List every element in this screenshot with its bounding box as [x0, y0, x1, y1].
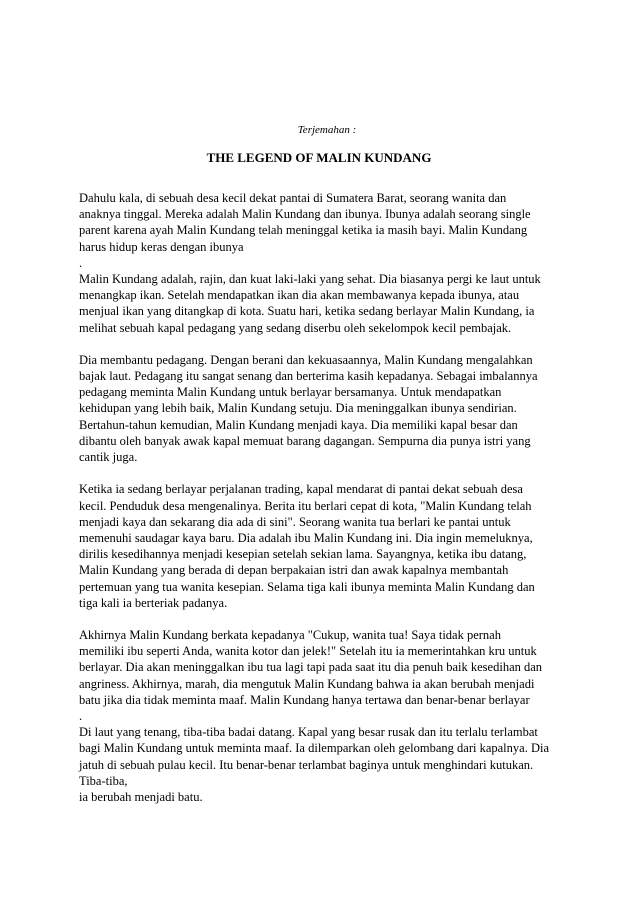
text-line: melihat sebuah kapal pedagang yang sedang diserbu oleh sekelompok kecil pembajak.: [79, 320, 512, 335]
text-line: bagi Malin Kundang untuk meminta maaf. Ia dilemparkan oleh gelombang dari kapalnya. Dia: [79, 741, 549, 756]
text-line: memiliki ibu seperti Anda, wanita kotor dan jelek!" Setelah itu ia memerintahkan kru untuk: [79, 644, 537, 659]
paragraph: [79, 481, 569, 611]
text-line: cantik juga.: [79, 450, 138, 464]
text-line: menangkap ikan. Setelah mendapatkan ikan dia akan membawanya kepada ibunya, atau: [79, 288, 520, 303]
text-line: parent karena ayah Malin Kundang telah meninggal ketika ia masih bayi. Malin Kundang: [79, 223, 528, 238]
text-line: dirilis kesedihannya menjadi kesepian setelah sekian lama. Sayangnya, ketika ibu datang,: [79, 547, 527, 562]
text-line: berlayar. Dia akan meninggalkan ibu tua lagi tapi pada saat itu dia penuh baik kesedihan dan: [79, 660, 543, 675]
text-line: .: [79, 709, 83, 723]
text-line: Bertahun-tahun kemudian, Malin Kundang menjadi kaya. Dia memiliki kapal besar dan: [79, 417, 518, 432]
text-line: Tiba-tiba,: [79, 773, 128, 788]
text-line: kehidupan yang lebih baik, Malin Kundang setuju. Dia meninggalkan ibunya sendirian.: [79, 401, 517, 416]
paragraph-gap: [79, 465, 569, 481]
text-line: tiga kali ia berteriak padanya.: [79, 595, 228, 610]
paragraph-gap: [79, 611, 569, 627]
text-line: Akhirnya Malin Kundang berkata kepadanya "Cukup, wanita tua! Saya tidak pernah: [79, 628, 501, 643]
text-line: ia berubah menjadi batu.: [79, 789, 203, 804]
text-line: menjual ikan yang ditangkap di kota. Suatu hari, ketika sedang berlayar Malin Kundang, ia: [79, 304, 535, 319]
document-title: THE LEGEND OF MALIN KUNDANG: [206, 150, 432, 165]
text-line: Ketika ia sedang berlayar perjalanan trading, kapal mendarat di pantai dekat sebuah desa: [79, 482, 523, 497]
text-line: menjadi kaya dan sekarang dia ada di sini". Seorang wanita tua berlari ke pantai untuk: [79, 514, 511, 529]
text-line: harus hidup keras dengan ibunya: [79, 239, 244, 254]
text-line: kecil. Penduduk desa mengenalinya. Berita itu berlari cepat di kota, "Malin Kundang telah: [79, 498, 532, 513]
paragraph-gap: [79, 336, 569, 352]
text-line: dibantu oleh banyak awak kapal memuat barang dagangan. Sempurna dia punya istri yang: [79, 433, 531, 448]
paragraph: [79, 190, 569, 336]
text-line: angriness. Akhirnya, marah, dia mengutuk Malin Kundang bahwa ia akan berubah menjadi: [79, 676, 535, 691]
text-line: batu jika dia tidak meminta maaf. Malin Kundang hanya tertawa dan benar-benar berlayar: [79, 692, 530, 707]
paragraph: [79, 627, 569, 805]
text-line: Di laut yang tenang, tiba-tiba badai datang. Kapal yang besar rusak dan itu terlalu terlambat: [79, 725, 538, 740]
document-subtitle: Terjemahan :: [297, 124, 357, 136]
paragraph: [79, 352, 569, 465]
text-line: jatuh di sebuah pulau kecil. Itu benar-benar terlambat baginya untuk menghindari kutukan.: [79, 757, 534, 772]
text-line: anaknya tinggal. Mereka adalah Malin Kundang dan ibunya. Ibunya adalah seorang single: [79, 207, 531, 222]
document-body: [79, 190, 569, 805]
text-line: Dia membantu pedagang. Dengan berani dan kekuasaannya, Malin Kundang mengalahkan: [79, 352, 533, 367]
text-line: bajak laut. Pedagang itu sangat senang dan berterima kasih kepadanya. Sebagai imbalannya: [79, 369, 538, 384]
text-line: .: [79, 255, 83, 270]
text-line: pertemuan yang tua wanita kesepian. Selama tiga kali ibunya meminta Malin Kundang dan: [79, 579, 535, 594]
text-line: Malin Kundang adalah, rajin, dan kuat laki-laki yang sehat. Dia biasanya pergi ke laut untuk: [79, 271, 541, 286]
text-line: Malin Kundang yang berada di depan berpakaian istri dan awak kapalnya membantah: [79, 563, 509, 578]
text-line: pedagang meminta Malin Kundang untuk berlayar bersamanya. Untuk mendapatkan: [79, 385, 502, 400]
text-line: memenuhi saudagar kaya baru. Dia adalah ibu Malin Kundang ini. Dia ingin memeluknya,: [79, 530, 533, 545]
text-line: Dahulu kala, di sebuah desa kecil dekat pantai di Sumatera Barat, seorang wanita dan: [79, 191, 507, 205]
